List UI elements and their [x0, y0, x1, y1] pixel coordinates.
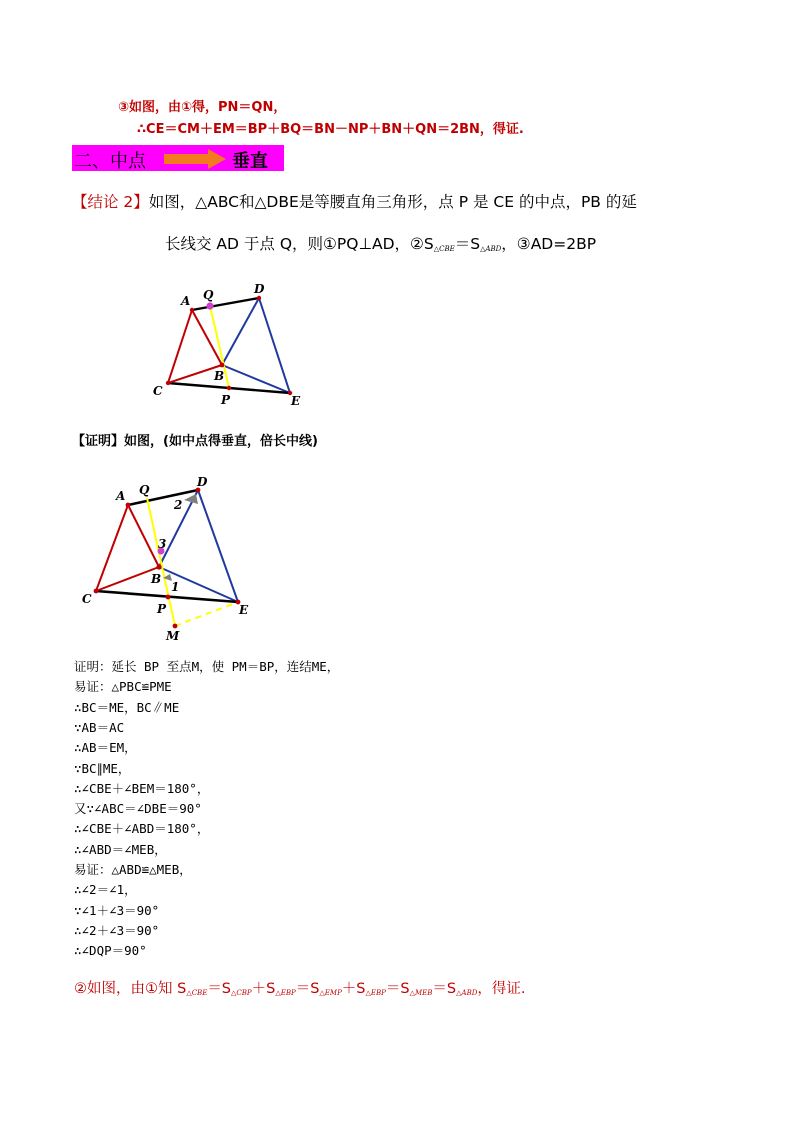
last-post: ，得证. [477, 981, 526, 997]
last-sub1: △CBE [186, 989, 208, 997]
subscript-abd: △ABD [480, 245, 502, 253]
conclusion-text2a: 长线交 AD 于点 Q，则①PQ⊥AD，②S [165, 235, 434, 253]
last-sub4: △EMP [319, 989, 342, 997]
conclusion-eq: ＝S [454, 235, 481, 253]
conclusion-bracket: 【结论 2】 [72, 193, 149, 211]
last-sub3: △EBP [275, 989, 296, 997]
last-t5: ＝S [385, 981, 410, 997]
proof-line: ∴BC＝ME，BC∥ME [74, 699, 180, 715]
last-sub2: △CBP [231, 989, 252, 997]
proof-line: ∴AB＝EM， [74, 740, 137, 756]
proof-title: 【证明】如图，(如中点得垂直，倍长中线) [72, 434, 318, 449]
fig2-label-M: M [166, 629, 180, 643]
banner-left-text: 二、中点 [74, 151, 146, 172]
fig2-label-B: B [151, 572, 162, 586]
fig1-label-D: D [254, 282, 265, 296]
proof-line: ∵AB＝AC [74, 719, 125, 735]
fig2-angle-1: 1 [171, 580, 180, 594]
fig1-label-P: P [221, 393, 231, 407]
fig2-angle-2: 2 [174, 498, 183, 512]
fig2-label-C: C [82, 592, 92, 606]
proof-line: ∴∠CBE＋∠ABD＝180°， [74, 821, 210, 837]
proof-line: ∵∠1＋∠3＝90° [74, 902, 160, 918]
proof-line: 易证：△PBC≌PME [74, 679, 172, 695]
fig1-label-C: C [153, 384, 163, 398]
banner-right-text: 垂直 [232, 151, 268, 172]
last-t4: ＋S [341, 981, 366, 997]
proof-line: ∴∠DQP＝90° [74, 943, 147, 959]
fig2-label-Q: Q [139, 483, 150, 497]
fig2-label-A: A [116, 489, 126, 503]
last-sub6: △MEB [409, 989, 433, 997]
last-t6: ＝S [432, 981, 457, 997]
subscript-cbe: △CBE [433, 245, 455, 253]
fig1-label-A: A [181, 294, 191, 308]
fig1-label-Q: Q [203, 288, 214, 302]
proof-line: 证明：延长 BP 至点M，使 PM＝BP，连结ME， [74, 659, 340, 674]
proof-step-3-line1: ③如图，由①得，PN＝QN， [118, 100, 287, 115]
fig2-angle-3: 3 [158, 537, 167, 551]
proof-line: 易证：△ABD≌△MEB， [74, 862, 192, 877]
fig2-label-E: E [239, 603, 249, 617]
last-t2: ＋S [251, 981, 276, 997]
fig1-label-E: E [291, 394, 301, 408]
fig2-label-D: D [197, 475, 208, 489]
conclusion-text1: 如图，△ABC和△DBE是等腰直角三角形，点 P 是 CE 的中点，PB 的延 [148, 193, 637, 211]
last-t3: ＝S [295, 981, 320, 997]
proof-line: ∴∠2＝∠1， [74, 882, 137, 898]
conclusion-text2b: ，③AD=2BP [501, 235, 597, 253]
last-sub5: △EBP [365, 989, 386, 997]
proof-step-2 [74, 977, 525, 998]
proof-line: 又∵∠ABC＝∠DBE＝90° [74, 801, 202, 817]
proof-line: ∴∠2＋∠3＝90° [74, 922, 160, 938]
proof-step-3-line2: ∴CE＝CM＋EM＝BP＋BQ＝BN－NP＋BN＋QN＝2BN，得证. [137, 122, 524, 137]
proof-line: ∴∠CBE＋∠BEM＝180°， [74, 780, 210, 796]
last-t1: ＝S [207, 981, 232, 997]
fig2-label-P: P [157, 602, 167, 616]
proof-line: ∵BC∥ME， [74, 760, 131, 776]
last-pre: ②如图，由①知 S [74, 981, 187, 997]
last-sub7: △ABD [456, 989, 478, 997]
fig1-label-B: B [214, 369, 225, 383]
proof-line: ∴∠ABD＝∠MEB， [74, 841, 167, 857]
